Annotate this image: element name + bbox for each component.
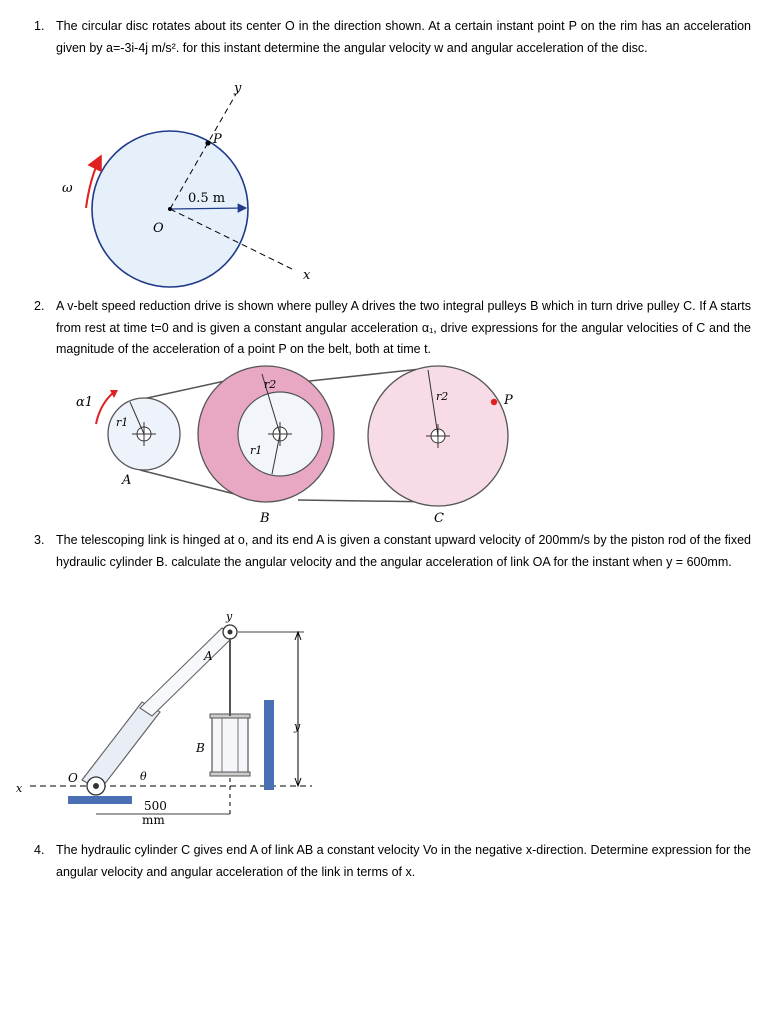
point-p [491, 399, 497, 405]
label-c: C [434, 511, 444, 526]
label-theta: θ [140, 770, 147, 783]
label-a: A [204, 649, 213, 663]
label-o: O [153, 221, 164, 236]
label-mm: mm [142, 813, 165, 827]
point-p [205, 140, 210, 145]
label-x: x [303, 268, 311, 283]
figure-rotating-disc [50, 78, 330, 293]
link-inner-rod [140, 628, 234, 716]
label-r1-a: r1 [116, 416, 129, 429]
label-a: A [122, 473, 132, 488]
figure-telescoping-link [12, 608, 342, 833]
problem-text: The circular disc rotates about its center O in the direction shown. At a certain instant point P on the rim has an acceleration given by a=-3i-4j m/s². for this instant determine the angular velocity w and angular acceleration of the disc. [56, 19, 751, 55]
label-o: O [68, 771, 78, 785]
label-b: B [196, 741, 205, 755]
label-r2-b: r2 [264, 378, 277, 391]
problem-text: A v-belt speed reduction drive is shown where pulley A drives the two integral pulleys B which in turn drive pulley C. If A starts from rest at time t=0 and is given a constant angular acceleration α₁, drive expressions for the angular velocities of C and the magnitude of the acceleration of a point P on the belt, both at time t. [56, 299, 751, 356]
problem-number: 3. [34, 533, 45, 547]
cylinder-b [212, 716, 248, 774]
problem-number: 1. [34, 19, 45, 33]
label-y-axis: y [226, 610, 233, 623]
label-p: P [213, 132, 222, 147]
problem-number: 2. [34, 299, 45, 313]
label-p: P [504, 393, 513, 408]
label-r1-b: r1 [250, 444, 263, 457]
label-omega: ω [62, 181, 73, 196]
problem-number: 4. [34, 843, 45, 857]
center-o [168, 207, 172, 211]
label-radius: 0.5 m [188, 191, 226, 206]
label-b: B [260, 511, 270, 526]
label-x-axis: x [16, 782, 23, 795]
label-alpha1: α1 [76, 395, 94, 410]
ground-block [68, 796, 132, 804]
figure-vbelt-drive [70, 360, 550, 530]
label-y: y [234, 81, 242, 96]
label-y-dim: y [294, 720, 301, 733]
problem-text: The hydraulic cylinder C gives end A of link AB a constant velocity Vo in the negative x-direction. Determine expression for the angular velocity and angular acceleration of the link in terms of x. [56, 843, 751, 879]
wall [264, 700, 274, 790]
problem-text: The telescoping link is hinged at o, and its end A is given a constant upward velocity of 200mm/s by the piston rod of the fixed hydraulic cylinder B. calculate the angular velocity and the angular acceleration of link OA for the instant when y = 600mm. [56, 533, 751, 569]
label-r2-c: r2 [436, 390, 449, 403]
label-500: 500 [144, 799, 167, 813]
